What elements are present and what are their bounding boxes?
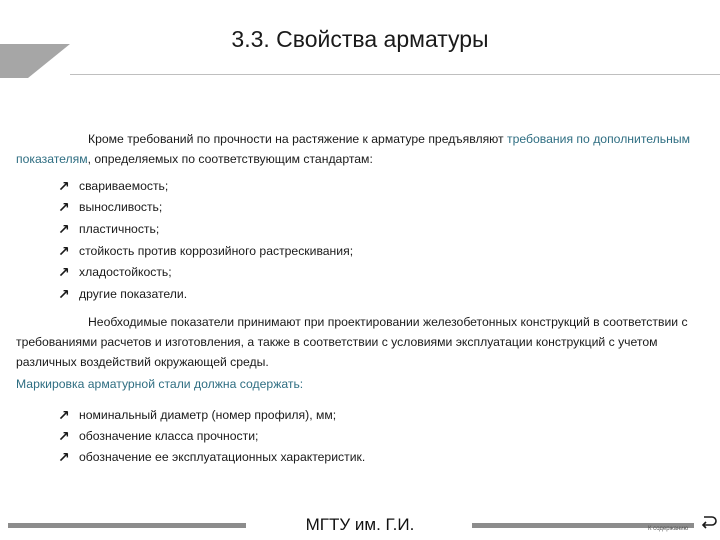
list-item-label: обозначение класса прочности; [79,428,259,443]
arrow-bullet-icon: ↗ [58,285,70,302]
back-to-contents-label: К содержанию [648,526,689,532]
arrow-bullet-icon: ↗ [58,427,70,444]
list-item-label: пластичность; [79,221,160,236]
marking-list [58,404,365,467]
list-item-label: хладостойкость; [79,265,172,280]
intro-highlight: требования по дополнительным показателям [16,132,690,166]
arrow-bullet-icon: ↗ [58,406,70,423]
arrow-bullet-icon: ↗ [58,242,70,259]
back-to-contents-link[interactable] [648,512,718,534]
list-item-label: стойкость против коррозийного растрескивания; [79,243,354,258]
intro-paragraph [16,129,706,169]
slide-title: 3.3. Свойства арматуры [231,26,489,52]
list-item-label: выносливость; [79,200,163,215]
arrow-bullet-icon: ↗ [58,264,70,281]
list-item [58,175,353,197]
intro-text-end: , определяемых по соответствующим стандартам: [87,152,373,166]
list-item [58,261,353,283]
list-item [58,446,365,467]
marking-heading: Маркировка арматурной стали должна содержать: [16,377,304,391]
list-item-label: обозначение ее эксплуатационных характеристик. [79,449,366,464]
requirements-paragraph: Необходимые показатели принимают при проектировании железобетонных конструкций в соответствии с требованиями расчетов и изготовления, а также в соответствии с условиями эксплуатации конструкций с учетом различных воздействий окружающей среды. [16,315,688,369]
intro-text-start: Кроме требований по прочности на растяжение к арматуре предъявляют [88,132,508,146]
list-item-label: номинальный диаметр (номер профиля), мм; [79,407,337,422]
list-item [58,240,353,262]
arrow-bullet-icon: ↗ [58,199,70,216]
list-item [58,283,353,305]
arrow-bullet-icon: ↗ [58,220,70,237]
list-item [58,218,353,240]
return-arrow-icon[interactable] [700,512,718,530]
arrow-bullet-icon: ↗ [58,177,70,194]
list-item-label: другие показатели. [79,286,188,301]
title-divider [70,74,720,75]
arrow-bullet-icon: ↗ [58,448,70,465]
footer-institution: МГТУ им. Г.И. [305,515,415,534]
properties-list [58,175,353,305]
list-item [58,197,353,219]
list-item [58,425,365,446]
list-item-label: свариваемость; [79,178,169,193]
list-item [58,404,365,425]
